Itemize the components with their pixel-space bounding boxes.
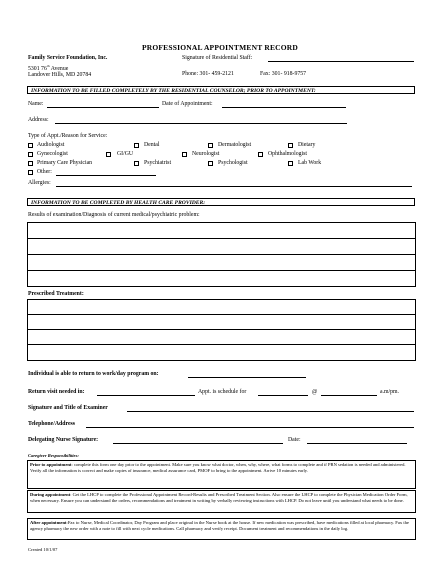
fax-text: Fax: 301- 918-9757: [260, 71, 307, 77]
telephone-address-field[interactable]: [86, 427, 414, 428]
name-field[interactable]: [47, 107, 159, 108]
during-appointment-note: [27, 490, 416, 513]
after-appointment-note: [27, 518, 416, 540]
treatment-row[interactable]: [28, 315, 415, 330]
treatment-row[interactable]: [28, 300, 415, 315]
audiologist-checkbox[interactable]: [28, 143, 33, 148]
results-row[interactable]: [28, 223, 415, 239]
gi-gu-label: GI/GU: [117, 151, 134, 157]
ophthalmologist-checkbox[interactable]: [258, 152, 263, 157]
section-counselor-banner: INFORMATION TO BE FILLED COMPLETELY BY THE RESIDENTIAL COUNSELOR; PRIOR TO APPOINTMENT:: [27, 86, 415, 94]
prior-appointment-title: Prior to appointment: [30, 462, 72, 467]
psychologist-checkbox[interactable]: [208, 161, 213, 166]
gynecologist-label: Gynecologist: [37, 151, 68, 157]
address-line-2: Landover Hills, MD 20784: [28, 72, 92, 78]
treatment-grid[interactable]: [27, 299, 416, 361]
during-appointment-text: : Get the LHCP to complete the Professional Appointment Record-Results and Prescribed Treatment Section. Also ensure the LHCP to complete the Physician Medication Order Form, when necessary. Ensure you can understand the orders, recommendations and treatment in writing by verbally reviewing instructions with LHCP. Do not leave until you understand what needs to be done.: [30, 492, 408, 503]
treatment-label: Prescribed Treatment:: [28, 291, 84, 297]
during-appointment-title: During appointment: [30, 492, 71, 497]
primary-care-label: Primary Care Physician: [37, 160, 93, 166]
audiologist-label: Audiologist: [37, 142, 65, 148]
lab-work-checkbox[interactable]: [288, 161, 293, 166]
at-symbol: @: [312, 389, 318, 395]
return-visit-field[interactable]: [97, 395, 195, 396]
results-row[interactable]: [28, 239, 415, 255]
phone-text: Phone: 301- 459-2121: [182, 71, 234, 77]
lab-work-label: Lab Work: [298, 160, 322, 166]
nurse-date-label: Date:: [288, 437, 301, 443]
gynecologist-checkbox[interactable]: [28, 152, 33, 157]
dental-label: Dental: [144, 142, 160, 148]
appointment-type-label: Type of Appt./Reason for Service:: [28, 133, 108, 139]
dietary-label: Dietary: [298, 142, 316, 148]
nurse-date-field[interactable]: [307, 443, 407, 444]
allergies-field[interactable]: [56, 186, 412, 187]
delegating-nurse-field[interactable]: [113, 443, 283, 444]
other-field[interactable]: [56, 175, 156, 176]
after-appointment-title: After appointment: [30, 520, 67, 525]
prior-appointment-note: [27, 460, 416, 489]
psychiatrist-checkbox[interactable]: [134, 161, 139, 166]
form-title: PROFESSIONAL APPOINTMENT RECORD: [141, 43, 299, 52]
staff-signature-label: Signature of Residential Staff:: [182, 55, 253, 61]
am-pm-label: a.m/pm.: [380, 389, 399, 395]
appt-time-field[interactable]: [321, 395, 377, 396]
other-label: Other:: [37, 169, 52, 175]
prior-appointment-text: : complete this form one day prior to the appointment. Make sure you know what doctor, when, why, where, what forms to complete and if PRN sedation is needed and administered. Verify all the information is correct and make copies of insurance, medical assurance card, PMOF to bring to the appointment. Arrive 10 minutes early.: [30, 462, 406, 473]
results-row[interactable]: [28, 255, 415, 271]
dental-checkbox[interactable]: [134, 143, 139, 148]
other-checkbox[interactable]: [28, 170, 33, 175]
appt-scheduled-label: Appt. is schedule for: [198, 389, 247, 395]
address-line-1: 5301 76th Avenue: [28, 64, 69, 72]
section-provider-banner: INFORMATION TO BE COMPLETED BY HEALTH CARE PROVIDER:: [27, 198, 415, 206]
results-grid[interactable]: [27, 222, 416, 287]
address-label: Address:: [28, 117, 49, 123]
return-work-field[interactable]: [188, 377, 306, 378]
primary-care-checkbox[interactable]: [28, 161, 33, 166]
neurologist-label: Neurologist: [192, 151, 220, 157]
examiner-signature-field[interactable]: [127, 411, 414, 412]
dietary-checkbox[interactable]: [288, 143, 293, 148]
return-work-label: Individual is able to return to work/day program on:: [28, 371, 159, 377]
examiner-signature-label: Signature and Title of Examiner: [28, 405, 108, 411]
org-name: Family Service Foundation, Inc.: [28, 55, 108, 61]
after-appointment-text: :Fax to Nurse, Medical Coordinator, Day Program and place original in the Nurse book at the house. If new medication was prescribed, have medications filled at local pharmacy. Fax the agency pharmacy the new order with a note to fill with next cycle medications. Call pharmacy and verify receipt. Document treatment and recommendations in the daily log.: [30, 520, 409, 531]
staff-signature-line[interactable]: [268, 61, 414, 62]
appointment-date-field[interactable]: [222, 107, 346, 108]
return-visit-label: Return visit needed in:: [28, 389, 85, 395]
treatment-row[interactable]: [28, 330, 415, 345]
dermatologist-label: Dermatologist: [218, 142, 252, 148]
appt-date-field[interactable]: [258, 395, 308, 396]
caregiver-heading: Caregiver Responsibilities:: [28, 453, 79, 458]
results-label: Results of examination/Diagnosis of current medical/psychiatric problem:: [28, 212, 200, 218]
neurologist-checkbox[interactable]: [182, 152, 187, 157]
created-date: Created 10/1/07: [28, 547, 58, 552]
treatment-row[interactable]: [28, 345, 415, 360]
appointment-date-label: Date of Appointment:: [162, 101, 213, 107]
address-field[interactable]: [55, 123, 347, 124]
name-label: Name:: [28, 101, 44, 107]
psychologist-label: Psychologist: [218, 160, 248, 166]
allergies-label: Allergies:: [28, 180, 51, 186]
results-row[interactable]: [28, 271, 415, 286]
psychiatrist-label: Psychiatrist: [144, 160, 172, 166]
ophthalmologist-label: Ophthalmologist: [268, 151, 307, 157]
delegating-nurse-label: Delegating Nurse Signature:: [28, 437, 99, 443]
telephone-address-label: Telephone/Address: [28, 421, 76, 427]
gi-gu-checkbox[interactable]: [106, 152, 111, 157]
dermatologist-checkbox[interactable]: [208, 143, 213, 148]
